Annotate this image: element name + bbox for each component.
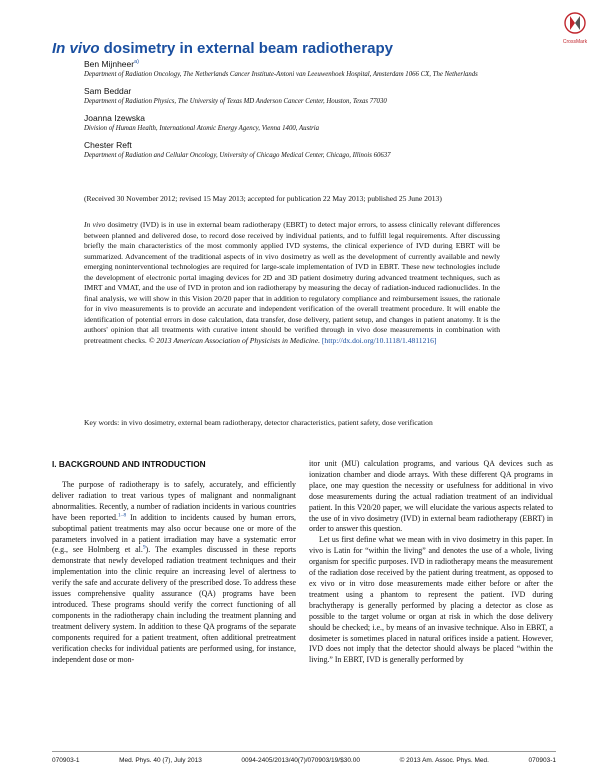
keywords-text: in vivo dosimetry, external beam radiotherapy, detector characteristics, patient safety, dose verification xyxy=(121,418,433,427)
author-name: Chester Reft xyxy=(84,140,132,150)
footnote-link[interactable]: a) xyxy=(134,59,139,66)
keywords-label: Key words: xyxy=(84,418,122,427)
body-column-right xyxy=(309,459,553,666)
reference-link[interactable]: 9 xyxy=(142,544,146,551)
author-name: Joanna Izewska xyxy=(84,113,145,123)
title-rest: dosimetry in external beam radiotherapy xyxy=(99,40,393,57)
body-paragraph: The purpose of radiotherapy is to safely, accurately, and efficiently deliver radiation to treat various types of malignant and nonmalignant abnormalities. Recently, a number of radiation incidents in various countries have been reported.$^{1-8}$ In addition to incidents caused by human errors, suboptimal patient treatments may also occur because one or more of the parameters involved in a patient irradiation may have a systematic error (e.g., see Holmberg et al.$^9$). The examples discussed in these reports demonstrate that newly developed radiation treatment techniques and their implementation into the clinic require an increasing level of alertness to verify the safe and accurate delivery of the prescribed dose. To address these issues comprehensive quality assurance (QA) programs have been introduced. These programs should verify the correct functioning of all components in the radiotherapy chain including the treatment planning and treatment delivery system. In addition to these QA programs of the separate components required for a patient treatment, often additional pretreatment verification checks for individual patients are performed using, for instance, independent dose or mon- xyxy=(52,480,296,664)
footer-divider xyxy=(52,751,556,752)
author-name: Ben Mijnheer$^{a)}$ xyxy=(84,59,139,69)
author-affiliation: Division of Human Health, International Atomic Energy Agency, Vienna 1400, Austria xyxy=(84,125,320,132)
author-block xyxy=(84,59,500,79)
author-affiliation: Department of Radiation Physics, The University of Texas MD Anderson Cancer Center, Houston, Texas 77030 xyxy=(84,98,387,105)
author-affiliation: Department of Radiation Oncology, The Netherlands Cancer Institute-Antoni van Leeuwenhoek Hospital, Amsterdam 1066 CX, The Netherlands xyxy=(84,71,478,78)
author-block xyxy=(84,113,500,133)
body-paragraph: itor unit (MU) calculation programs, and various QA devices such as ionization chamber and diode arrays. With these different QA programs in place, one may question the necessity or usefulness for additional in vivo dose measurements during the actual radiation treatment of an individual patient. In this V20/20 paper, we will elucidate the various aspects related to the use of in vivo dosimetry (IVD) in external beam radiotherapy (EBRT) in order to answer this question. xyxy=(309,459,553,534)
crossmark-logo[interactable] xyxy=(560,12,590,45)
crossmark-label: CrossMark xyxy=(562,39,588,45)
received-dates: (Received 30 November 2012; revised 15 May 2013; accepted for publication 22 May 2013; published 25 June 2013) xyxy=(84,194,442,203)
author-list xyxy=(84,59,500,167)
footer-copyright: © 2013 Am. Assoc. Phys. Med. xyxy=(399,757,489,764)
page-footer xyxy=(52,757,556,764)
section-heading: I. BACKGROUND AND INTRODUCTION xyxy=(52,459,206,469)
abstract-copyright: © 2013 American Association of Physicists in Medicine. xyxy=(148,335,320,345)
footer-page-left: 070903-1 xyxy=(52,757,80,764)
author-block xyxy=(84,86,500,106)
author-affiliation: Department of Radiation and Cellular Oncology, University of Chicago Medical Center, Chicago, Illinois 60637 xyxy=(84,152,391,159)
footer-journal: Med. Phys. 40 (7), July 2013 xyxy=(119,757,202,764)
footer-page-right: 070903-1 xyxy=(528,757,556,764)
abstract-text: dosimetry (IVD) is in use in external beam radiotherapy (EBRT) to detect major errors, to assess clinically relevant differences between planned and delivered dose, to record dose received by individual patients, and to fulfill legal requirements. After discussing briefly the main characteristics of the most commonly applied IVD systems, the clinical experience of IVD during EBRT will be summarized. Advancement of the traditional aspects of in vivo dosimetry as well as the development of currently available and newly emerging noninterventional technologies are required for large-scale implementation of IVD in EBRT. These new technologies include the development of electronic portal imaging devices for 2D and 3D patient dosimetry during advanced treatment techniques, such as IMRT and VMAT, and the use of IVD in proton and ion radiotherapy by measuring the decay of radiation-induced radionuclides. In the final analysis, we will show in this Vision 20/20 paper that in addition to regulatory compliance and reimbursement issues, the rationale for in vivo measurements is to provide an accurate and independent verification of the overall treatment procedure. It will enable the identification of potential errors in dose calculation, data transfer, dose delivery, patient setup, and changes in patient anatomy. It is the authors' opinion that all treatments with curative intent should be verified through in vivo dose measurements in combination with pretreatment checks. xyxy=(84,220,500,345)
title-italic: In vivo xyxy=(52,40,100,57)
crossmark-icon xyxy=(564,12,586,34)
author-block xyxy=(84,140,500,160)
article-title xyxy=(52,40,393,57)
body-column-left xyxy=(52,459,296,665)
footer-issn: 0094-2405/2013/40(7)/070903/19/$30.00 xyxy=(241,757,360,764)
body-paragraph: Let us first define what we mean with in vivo dosimetry in this paper. In vivo is Latin for “within the living” and denotes the use of a whole, living organism for specific purposes. IVD in radiotherapy means the measurement of the radiation dose received by the patient during treatment, as opposed to ex vivo or in vitro dose measurements made either before or after the treatment using a phantom to represent the patient. IVD during brachytherapy is generally performed by placing a detector as close as possible to the target volume or organ at risk in which the dose delivery should be checked; i.e., by means of an invasive technique. Also in EBRT, a dosimeter is sometimes placed in natural orifices inside a patient. However, IVD does not imply that the detector should always be placed “within the living.” In EBRT, IVD is generally performed by xyxy=(309,535,553,665)
abstract xyxy=(84,220,500,346)
keywords xyxy=(84,418,500,429)
reference-link[interactable]: 1–8 xyxy=(117,512,127,519)
author-name: Sam Beddar xyxy=(84,86,132,96)
doi-link[interactable]: [http://dx.doi.org/10.1118/1.4811216] xyxy=(321,335,437,345)
abstract-italic: In vivo xyxy=(84,220,106,229)
